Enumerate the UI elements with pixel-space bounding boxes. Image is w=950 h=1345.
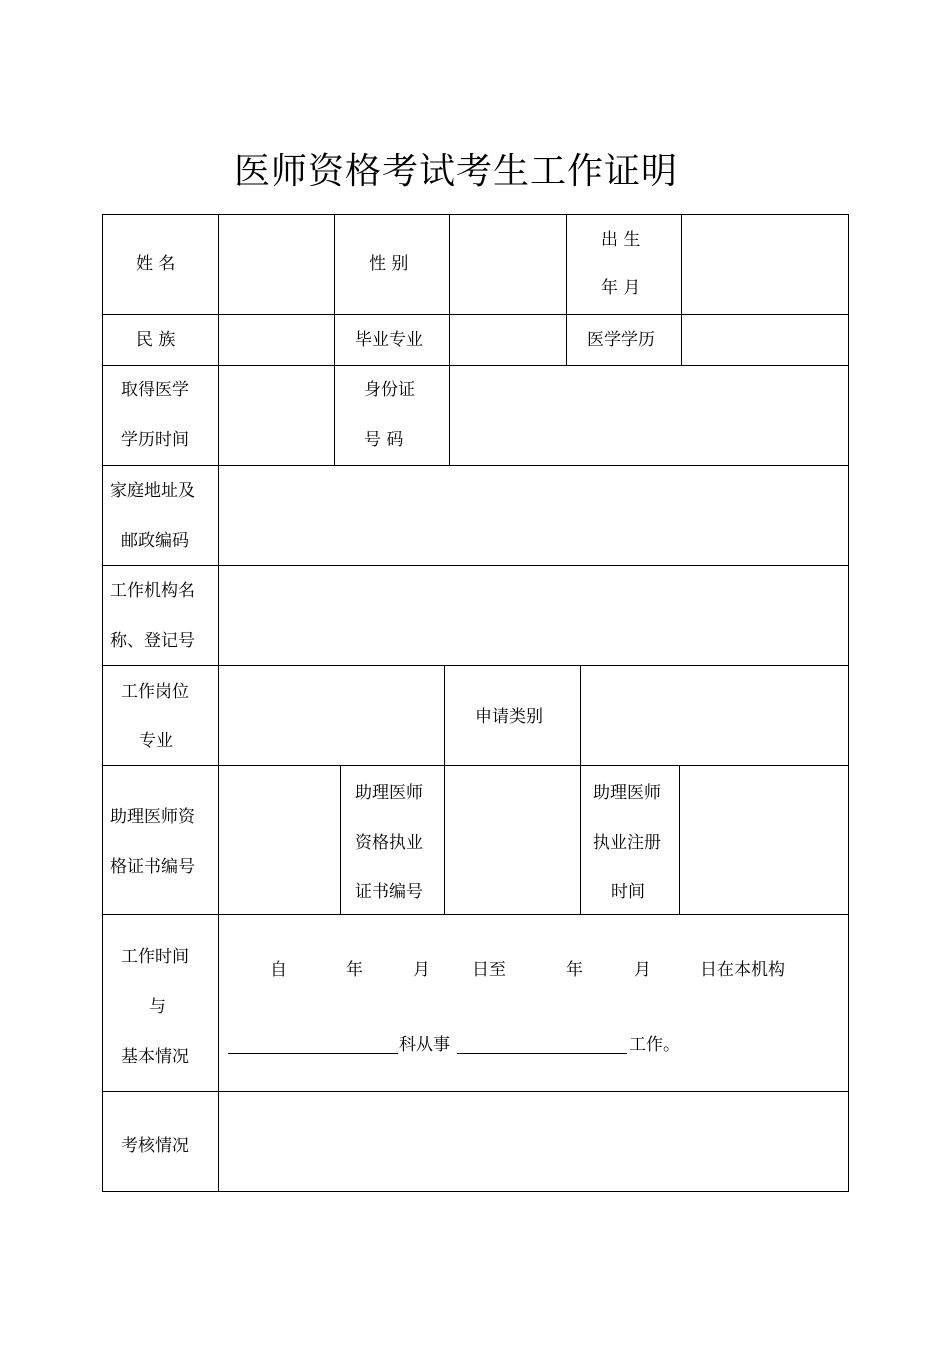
apply-type-field[interactable] [581, 666, 848, 765]
end-month-blank[interactable] [588, 956, 632, 982]
work-day-at: 日在本机构 [700, 960, 785, 980]
label-birth-line2: 年 月 [601, 278, 641, 298]
label-id-line2: 号 码 [364, 430, 404, 450]
birth-date-field[interactable] [682, 215, 848, 314]
end-year-blank[interactable] [510, 956, 564, 982]
label-major: 毕业专业 [355, 330, 423, 350]
post-field[interactable] [219, 666, 444, 765]
label-address-line2: 邮政编码 [121, 531, 189, 551]
label-asst-cert-line2: 格证书编号 [110, 857, 195, 877]
table-border-bottom [102, 1191, 849, 1192]
label-id-line1: 身份证 [364, 380, 415, 400]
table-border-right [848, 214, 849, 1192]
work-year2: 年 [566, 960, 583, 980]
education-field[interactable] [682, 315, 848, 365]
label-post-line2: 专业 [139, 731, 173, 751]
work-suffix: 工作。 [629, 1035, 680, 1055]
page-title: 医师资格考试考生工作证明 [233, 151, 678, 192]
organization-field[interactable] [219, 566, 848, 665]
column-divider [334, 214, 335, 465]
edu-time-field[interactable] [219, 366, 334, 465]
certificate-form-table [102, 214, 849, 1192]
work-month2: 月 [634, 960, 651, 980]
work-day-to: 日至 [472, 960, 506, 980]
label-asst-lic-line3: 证书编号 [355, 882, 423, 902]
label-assessment: 考核情况 [121, 1136, 189, 1156]
start-year-blank[interactable] [292, 956, 342, 982]
table-border-left [102, 214, 103, 1192]
label-apply-type: 申请类别 [475, 707, 543, 727]
label-asst-lic-line2: 资格执业 [355, 833, 423, 853]
department-blank-line[interactable] [228, 1053, 398, 1054]
work-month1: 月 [413, 960, 430, 980]
label-asst-reg-line1: 助理医师 [593, 783, 661, 803]
start-month-blank[interactable] [368, 956, 410, 982]
work-dept-suffix: 科从事 [399, 1035, 450, 1055]
gender-field[interactable] [450, 215, 566, 314]
label-name: 姓 名 [136, 254, 176, 274]
name-field[interactable] [219, 215, 334, 314]
label-asst-cert-line1: 助理医师资 [110, 807, 195, 827]
asst-license-field[interactable] [445, 766, 580, 914]
address-field[interactable] [219, 466, 848, 565]
label-asst-reg-line2: 执业注册 [593, 833, 661, 853]
work-year1: 年 [346, 960, 363, 980]
label-work-line3: 基本情况 [121, 1047, 189, 1067]
label-work-line1: 工作时间 [121, 947, 189, 967]
label-address-line1: 家庭地址及 [110, 481, 195, 501]
label-asst-lic-line1: 助理医师 [355, 783, 423, 803]
label-ethnicity: 民 族 [136, 330, 176, 350]
label-org-line2: 称、登记号 [110, 631, 195, 651]
end-day-blank[interactable] [656, 956, 698, 982]
ethnicity-field[interactable] [219, 315, 334, 365]
label-post-line1: 工作岗位 [121, 682, 189, 702]
major-field[interactable] [450, 315, 566, 365]
label-birth-line1: 出 生 [601, 230, 641, 250]
work-from: 自 [270, 960, 287, 980]
id-number-field[interactable] [450, 366, 848, 465]
label-asst-reg-line3: 时间 [611, 882, 645, 902]
label-gender: 性 别 [369, 254, 409, 274]
label-education: 医学学历 [587, 330, 655, 350]
column-divider [340, 765, 341, 914]
start-day-blank[interactable] [435, 956, 469, 982]
asst-cert-field[interactable] [219, 766, 340, 914]
label-edu-time-line2: 学历时间 [121, 430, 189, 450]
work-content-blank-line[interactable] [457, 1053, 627, 1054]
column-divider [566, 214, 567, 365]
asst-reg-time-field[interactable] [680, 766, 848, 914]
label-work-line2: 与 [149, 997, 166, 1017]
label-org-line1: 工作机构名 [110, 581, 195, 601]
assessment-field[interactable] [219, 1092, 848, 1191]
row-divider [102, 914, 849, 915]
label-edu-time-line1: 取得医学 [121, 380, 189, 400]
